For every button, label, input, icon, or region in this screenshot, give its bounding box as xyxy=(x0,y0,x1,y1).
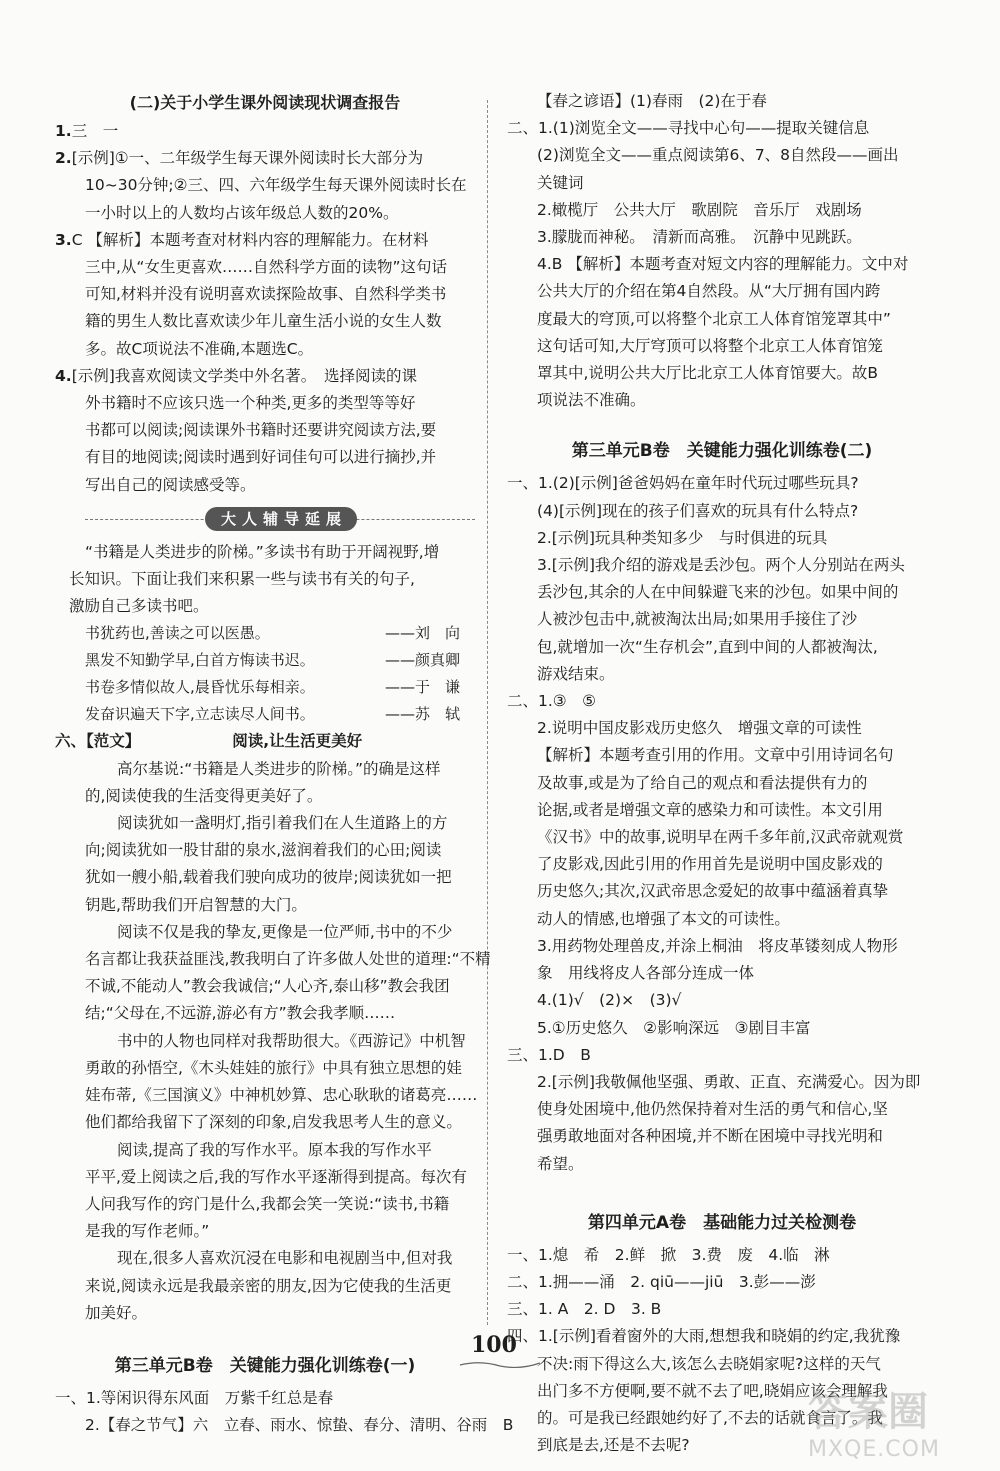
line-text: 犹如一艘小船,载着我们驶向成功的彼岸;阅读犹如一把 xyxy=(85,868,452,887)
line-text: 3.用药物处理兽皮,并涂上桐油 将皮革镂刻成人物形 xyxy=(537,936,898,955)
line-text: 名言都让我获益匪浅,教我明白了许多做人处世的道理:“不精 xyxy=(85,950,491,969)
line-text: 2.说明中国皮影戏历史悠久 增强文章的可读性 xyxy=(537,719,862,738)
line-text: 人被沙包击中,就被淘汰出局;如果用手接住了沙 xyxy=(537,610,858,629)
line-text: 二、1.(1)浏览全文——寻找中心句——提取关键信息 xyxy=(507,119,870,138)
line-text: 的,阅读使我的生活变得更美好了。 xyxy=(85,786,323,805)
line-text: [示例]我喜欢阅读文学类中外名著。 选择阅读的课 xyxy=(71,366,418,385)
line-text: 10~30分钟;②三、四、六年级学生每天课外阅读时长在 xyxy=(85,176,467,195)
line-text: 出门多不方便啊,要不就不去了吧,晓娟应该会理解我 xyxy=(537,1381,888,1400)
text-line xyxy=(507,470,937,497)
right-section-title: 第三单元B卷 关键能力强化训练卷(二) xyxy=(571,441,873,462)
section-title-2: 第三单元B卷 关键能力强化训练卷(一) xyxy=(114,1355,416,1376)
line-text: 度最大的穹顶,可以将整个北京工人体育馆笼罩其中” xyxy=(537,309,891,328)
line-text: 项说法不准确。 xyxy=(537,391,646,410)
line-text: 书中的人物也同样对我帮助很大。《西游记》中机智 xyxy=(117,1031,466,1050)
right-section-list xyxy=(507,470,937,1177)
line-text: 5.①历史悠久 ②影响深远 ③剧目丰富 xyxy=(537,1018,811,1037)
line-text: [示例]①一、二年级学生每天课外阅读时长大部分为 xyxy=(71,149,424,168)
line-text: 一、1.熄 希 2.鲜 掀 3.费 废 4.临 淋 xyxy=(507,1245,830,1264)
line-text: 一小时以上的人数均占该年级总人数的20%。 xyxy=(85,203,399,222)
quote-author: ——刘 向 xyxy=(385,624,461,643)
line-text: 阅读犹如一盏明灯,指引着我们在人生道路上的方 xyxy=(117,814,448,833)
text-line xyxy=(55,472,475,499)
quote-row xyxy=(55,620,475,647)
line-text: 历史悠久;其次,汉武帝思念爱妃的故事中蕴涵着真挚 xyxy=(537,882,889,901)
text-line xyxy=(507,142,937,169)
text-line xyxy=(507,851,937,878)
text-line xyxy=(507,251,937,278)
text-line xyxy=(507,1096,937,1123)
line-text: 2.【春之节气】六 立春、雨水、惊蛰、春分、清明、谷雨 B xyxy=(85,1416,514,1435)
text-line xyxy=(507,170,937,197)
line-text: 三、1. A 2. D 3. B xyxy=(507,1300,662,1319)
right-column xyxy=(507,88,937,1459)
text-line xyxy=(55,172,475,199)
text-line xyxy=(55,756,475,783)
text-line xyxy=(55,1218,475,1245)
line-text: 包,就增加一次“生存机会”,直到中间的人都被淘汰, xyxy=(537,637,878,656)
line-text: 三 一 xyxy=(71,122,119,140)
page-number-ornament xyxy=(455,1360,545,1370)
quote-author: ——于 谦 xyxy=(385,678,461,697)
text-line xyxy=(55,200,475,227)
line-text: 是我的写作老师。” xyxy=(85,1222,210,1241)
text-line xyxy=(507,960,937,987)
line-text: 娃布蒂,《三国演义》中神机妙算、忠心耿耿的诸葛亮…… xyxy=(85,1086,478,1105)
text-line xyxy=(507,933,937,960)
left-section2-list xyxy=(55,1385,514,1439)
left-answer-list xyxy=(55,118,475,499)
text-line xyxy=(507,224,937,251)
text-line xyxy=(55,892,475,919)
text-line xyxy=(55,145,475,172)
text-line xyxy=(55,1137,475,1164)
quote-text: 书犹药也,善读之可以医愚。 xyxy=(85,624,270,643)
text-line xyxy=(55,1164,475,1191)
line-text: 2.[示例]我敬佩他坚强、勇敢、正直、充满爱心。因为即 xyxy=(537,1072,921,1091)
text-line xyxy=(507,1351,937,1378)
text-line xyxy=(55,1385,475,1412)
text-line xyxy=(507,1242,937,1269)
quote-author: ——颜真卿 xyxy=(385,651,461,670)
line-text: 罩其中,说明公共大厅比北京工人体育馆要大。故B xyxy=(537,364,879,383)
essay-title: 阅读,让生活更美好 xyxy=(232,732,363,751)
text-line xyxy=(55,308,475,335)
text-line xyxy=(507,606,937,633)
line-text: 3.[示例]我介绍的游戏是丢沙包。两个人分别站在两头 xyxy=(537,556,905,575)
line-text: 2.[示例]玩具种类知多少 与时俱进的玩具 xyxy=(537,528,828,547)
line-text: 不决:雨下得这么大,该怎么去晓娟家呢?这样的天气 xyxy=(537,1354,881,1373)
line-text: 向;阅读犹如一股甘甜的泉水,滋润着我们的心田;阅读 xyxy=(85,841,442,860)
line-text: 丢沙包,其余的人在中间躲避飞来的沙包。如果中间的 xyxy=(537,583,899,602)
line-text: 一、1.(2)[示例]爸爸妈妈在童年时代玩过哪些玩具? xyxy=(507,474,859,493)
text-line xyxy=(507,1069,937,1096)
watermark-logo: 答案圈 xyxy=(808,1389,928,1435)
essay-heading xyxy=(55,728,475,755)
line-text: 关键词 xyxy=(537,173,584,192)
line-text: 《汉书》中的故事,说明早在两千多年前,汉武帝就观赏 xyxy=(537,828,904,847)
text-line xyxy=(55,281,475,308)
watermark-url: MXQE.COM xyxy=(808,1437,940,1462)
line-text: 这句话可知,大厅穹顶可以将整个北京工人体育馆笼 xyxy=(537,336,883,355)
text-line xyxy=(507,360,937,387)
text-line xyxy=(507,387,937,414)
text-line xyxy=(507,824,937,851)
line-text: 【解析】本题考查引用的作用。文章中引用诗词名句 xyxy=(537,746,894,765)
line-text: 来说,阅读永远是我最亲密的朋友,因为它使我的生活更 xyxy=(85,1276,452,1295)
item-number: 2. xyxy=(55,149,72,168)
line-text: 【春之谚语】(1)春雨 (2)在于春 xyxy=(537,92,767,110)
line-text: 游戏结束。 xyxy=(537,664,615,683)
line-text: (2)浏览全文——重点阅读第6、7、8自然段——画出 xyxy=(537,146,899,165)
section-title: (二)关于小学生课外阅读现状调查报告 xyxy=(129,93,401,112)
text-line xyxy=(55,227,475,254)
text-line xyxy=(55,837,475,864)
extension-banner xyxy=(55,503,475,537)
text-line xyxy=(55,783,475,810)
line-text: 籍的男生人数比喜欢读少年儿童生活小说的女生人数 xyxy=(85,312,442,331)
line-text: 希望。 xyxy=(537,1154,584,1173)
line-text: 人问我写作的窍门是什么,我都会笑一笑说:“读书,书籍 xyxy=(85,1194,450,1213)
text-line xyxy=(507,306,937,333)
line-text: 使身处困境中,他仍然保持着对生活的勇气和信心,坚 xyxy=(537,1100,888,1119)
line-text: 勇敢的孙悟空,《木头娃娃的旅行》中具有独立思想的娃 xyxy=(85,1058,462,1077)
line-text: 4.(1)√ (2)× (3)√ xyxy=(537,991,682,1010)
text-line xyxy=(55,417,475,444)
line-text: 4.B 【解析】本题考查对短文内容的理解能力。文中对 xyxy=(537,255,909,274)
text-line xyxy=(55,1300,475,1327)
line-text: 不诚,不能动人”教会我诚信;“人心齐,泰山移”教会我团 xyxy=(85,977,450,996)
line-text: 高尔基说:“书籍是人类进步的阶梯。”的确是这样 xyxy=(117,759,441,778)
line-text: 公共大厅的介绍在第4自然段。从“大厅拥有国内跨 xyxy=(537,282,881,301)
text-line xyxy=(507,88,937,115)
text-line xyxy=(507,498,937,525)
text-line xyxy=(507,797,937,824)
line-text: 二、1.拥——涌 2. qiū——jiū 3.彭——澎 xyxy=(507,1272,816,1291)
essay-label: 六、【范文】 xyxy=(55,732,141,751)
line-text: 写出自己的阅读感受等。 xyxy=(85,475,256,494)
right-answer-list xyxy=(507,88,937,414)
line-text: 多。故C项说法不准确,本题选C。 xyxy=(85,339,314,358)
text-line xyxy=(507,1123,937,1150)
text-line xyxy=(55,254,475,281)
line-text: 2.橄榄厅 公共大厅 歌剧院 音乐厅 戏剧场 xyxy=(537,200,862,219)
text-line xyxy=(507,278,937,305)
text-line xyxy=(55,864,475,891)
text-line xyxy=(507,1296,937,1323)
quote-text: 发奋识遍天下字,立志读尽人间书。 xyxy=(85,705,315,724)
text-line xyxy=(507,906,937,933)
text-line xyxy=(507,1269,937,1296)
text-line xyxy=(507,634,937,661)
text-line xyxy=(507,525,937,552)
line-text: 加美好。 xyxy=(85,1303,148,1322)
item-number: 3. xyxy=(55,230,72,249)
line-text: (4)[示例]现在的孩子们喜欢的玩具有什么特点? xyxy=(537,501,859,520)
text-line xyxy=(507,197,937,224)
text-line xyxy=(55,1109,475,1136)
text-line xyxy=(507,770,937,797)
text-line xyxy=(55,1028,475,1055)
line-text: 四、1.[示例]看着窗外的大雨,想想我和晓娟的约定,我犹豫 xyxy=(507,1327,901,1346)
text-line xyxy=(55,973,475,1000)
extension-line: 长知识。下面让我们来积累一些与读书有关的句子, xyxy=(69,570,415,589)
line-text: 论据,或者是增强文章的感染力和可读性。本文引用 xyxy=(537,800,883,819)
text-line xyxy=(507,715,937,742)
text-line xyxy=(507,333,937,360)
line-text: 现在,很多人喜欢沉浸在电影和电视剧当中,但对我 xyxy=(117,1249,453,1268)
line-text: 及故事,或是为了给自己的观点和看法提供有力的 xyxy=(537,773,868,792)
text-line xyxy=(55,1000,475,1027)
line-text: 象 用线将皮人各部分连成一体 xyxy=(537,964,755,983)
text-line xyxy=(55,1191,475,1218)
text-line xyxy=(55,1055,475,1082)
text-line xyxy=(55,444,475,471)
essay-body xyxy=(55,756,491,1327)
extension-line: “书籍是人类进步的阶梯。”多读书有助于开阔视野,增 xyxy=(85,542,440,561)
line-text: 到底是去,还是不去呢? xyxy=(537,1436,690,1455)
line-text: 阅读不仅是我的挚友,更像是一位严师,书中的不少 xyxy=(117,922,453,941)
text-line xyxy=(507,115,937,142)
text-line xyxy=(507,661,937,688)
text-line xyxy=(507,1015,937,1042)
quote-list xyxy=(55,620,475,728)
text-line xyxy=(55,810,475,837)
line-text: 强勇敢地面对各种困境,并不断在困境中寻找光明和 xyxy=(537,1127,883,1146)
line-text: C 【解析】本题考查对材料内容的理解能力。在材料 xyxy=(71,230,429,249)
line-text: 的。可是我已经跟她约好了,不去的话就食言了。我 xyxy=(537,1408,883,1427)
text-line xyxy=(55,1082,478,1109)
text-line xyxy=(55,1412,514,1439)
line-text: 一、1.等闲识得东风面 万紫千红总是春 xyxy=(55,1388,334,1407)
text-line xyxy=(507,1323,937,1350)
text-line xyxy=(55,946,491,973)
item-number: 4. xyxy=(55,366,72,385)
text-line xyxy=(507,688,937,715)
banner-label: 大人辅导延展 xyxy=(205,507,357,531)
text-line xyxy=(507,1151,937,1178)
line-text: 阅读,提高了我的写作水平。原本我的写作水平 xyxy=(117,1140,432,1159)
line-text: 平平,爱上阅读之后,我的写作水平逐渐得到提高。每次有 xyxy=(85,1167,467,1186)
line-text: 3.朦胧而神秘。 清新而高雅。 沉静中见跳跃。 xyxy=(537,228,862,247)
text-line xyxy=(507,552,937,579)
quote-row xyxy=(55,701,475,728)
line-text: 书都可以阅读;阅读课外书籍时还要讲究阅读方法,要 xyxy=(85,421,437,440)
line-text: 了皮影戏,因此引用的作用首先是说明中国皮影戏的 xyxy=(537,855,883,874)
line-text: 他们都给我留下了深刻的印象,启发我思考人生的意义。 xyxy=(85,1113,462,1132)
line-text: 结;“父母在,不远游,游必有方”教会我孝顺…… xyxy=(85,1004,396,1023)
text-line xyxy=(507,579,937,606)
text-line xyxy=(55,118,475,145)
extension-line: 激励自己多读书吧。 xyxy=(69,597,209,616)
line-text: 三、1.D B xyxy=(507,1045,591,1064)
text-line xyxy=(55,1273,475,1300)
text-line xyxy=(55,1245,475,1272)
quote-row xyxy=(55,674,475,701)
text-line xyxy=(507,1042,937,1069)
line-text: 外书籍时不应该只选一个种类,更多的类型等等好 xyxy=(85,394,416,413)
extension-text xyxy=(55,539,475,621)
quote-text: 黑发不知勤学早,白首方悔读书迟。 xyxy=(85,651,315,670)
line-text: 有目的地阅读;阅读时遇到好词佳句可以进行摘抄,并 xyxy=(85,448,437,467)
right-section-title-2: 第四单元A卷 基础能力过关检测卷 xyxy=(587,1212,857,1233)
page-number: 100 xyxy=(471,1332,517,1358)
text-line xyxy=(507,878,937,905)
text-line xyxy=(507,987,937,1014)
column-divider xyxy=(487,100,488,1325)
quote-row xyxy=(55,647,475,674)
quote-author: ——苏 轼 xyxy=(385,705,461,724)
text-line xyxy=(507,742,937,769)
line-text: 三中,从“女生更喜欢……自然科学方面的读物”这句话 xyxy=(85,258,447,277)
line-text: 二、1.③ ⑤ xyxy=(507,692,597,711)
line-text: 钥匙,帮助我们开启智慧的大门。 xyxy=(85,895,307,914)
quote-text: 书卷多情似故人,晨昏忧乐每相亲。 xyxy=(85,678,315,697)
line-text: 可知,材料并没有说明喜欢读探险故事、自然科学类书 xyxy=(85,285,447,304)
text-line xyxy=(55,336,475,363)
line-text: 动人的情感,也增强了本文的可读性。 xyxy=(537,909,790,928)
watermark xyxy=(808,1380,978,1460)
text-line xyxy=(55,919,475,946)
text-line xyxy=(55,390,475,417)
item-number: 1. xyxy=(55,122,72,140)
text-line xyxy=(55,363,475,390)
